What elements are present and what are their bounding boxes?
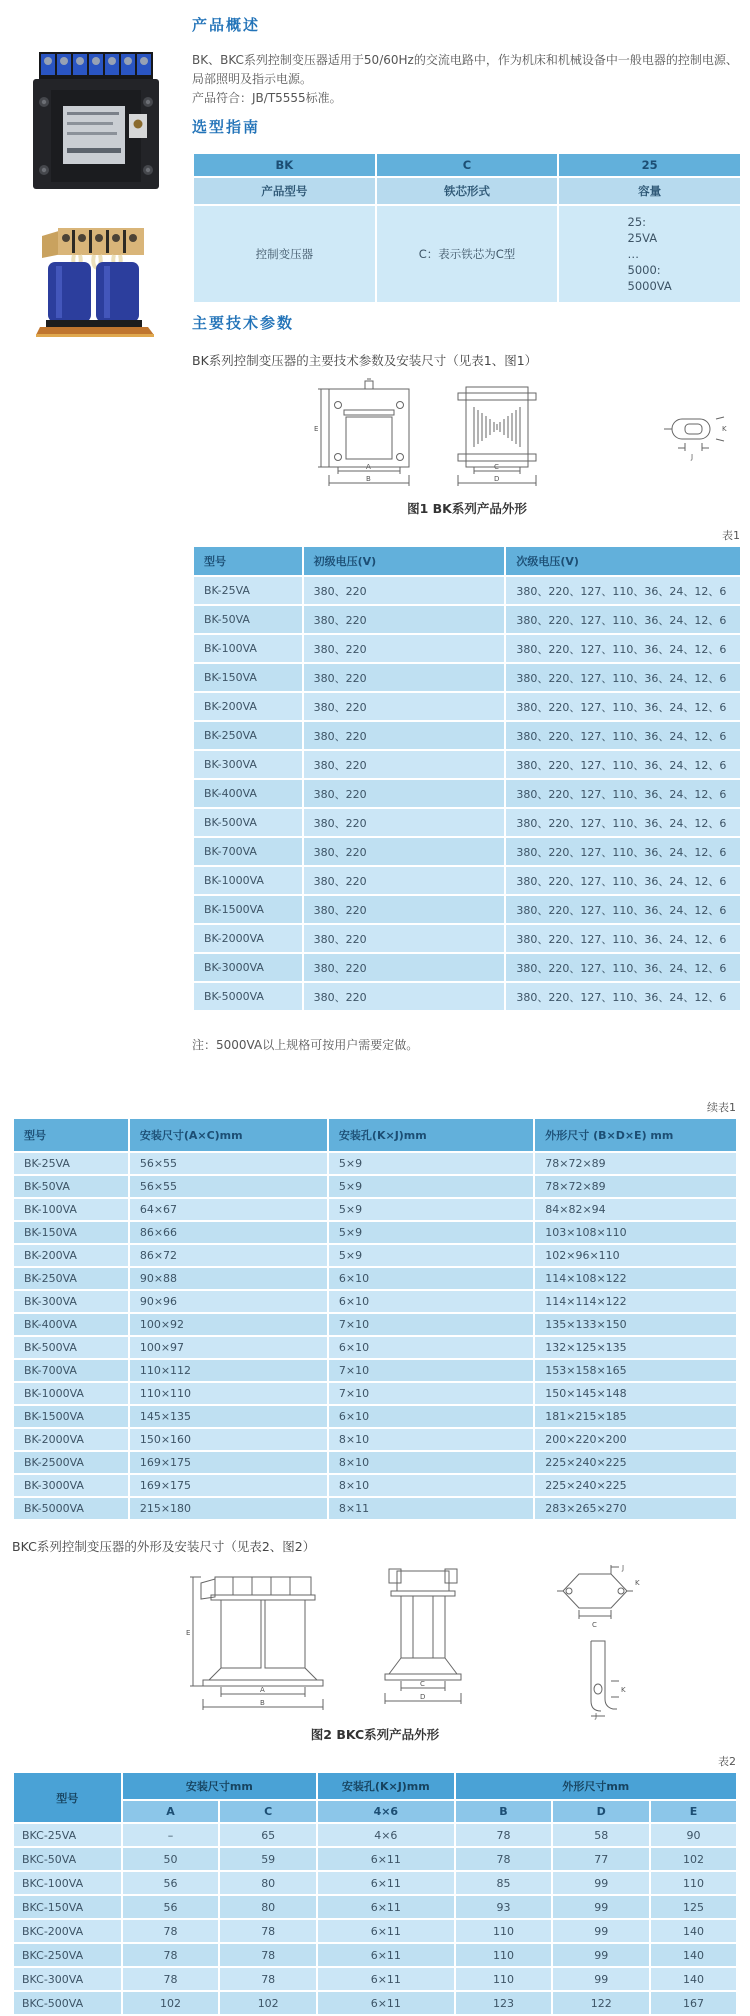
table-cell: 78 bbox=[122, 1919, 220, 1943]
table-cell: 77 bbox=[552, 1847, 650, 1871]
table-cell: 380、220、127、110、36、24、12、6 bbox=[505, 605, 741, 634]
table-cell: BK-700VA bbox=[193, 837, 303, 866]
cont-col-outline: 外形尺寸 (B×D×E) mm bbox=[534, 1118, 737, 1152]
table-cell: 380、220 bbox=[303, 808, 506, 837]
table-cell: 86×72 bbox=[129, 1244, 328, 1267]
bkc-outline-drawing bbox=[95, 1561, 655, 1719]
cont-header-row bbox=[13, 1118, 737, 1152]
table-cell: 102 bbox=[219, 1991, 317, 2015]
bkc-transformer-photo bbox=[36, 222, 156, 342]
table-cell: 153×158×165 bbox=[534, 1359, 737, 1382]
table-cell: 169×175 bbox=[129, 1474, 328, 1497]
table-row bbox=[193, 750, 741, 779]
fig1-dim-c: C bbox=[493, 463, 499, 471]
bk-outline-drawing bbox=[194, 377, 741, 493]
capacity-line: 5000: bbox=[627, 263, 661, 277]
fig1-dim-k: K bbox=[721, 425, 727, 433]
table-cell: 380、220 bbox=[303, 634, 506, 663]
table-cell: 78 bbox=[455, 1847, 553, 1871]
bk-dimensions-table bbox=[12, 1117, 738, 1521]
fig2-dim-a: A bbox=[260, 1686, 265, 1694]
selection-header-row bbox=[193, 153, 741, 177]
table2-sub-d: D bbox=[552, 1800, 650, 1823]
table-cell: 380、220 bbox=[303, 605, 506, 634]
table-cell: 80 bbox=[219, 1871, 317, 1895]
fig2-dim-e: E bbox=[186, 1629, 191, 1637]
table-cell: BK-50VA bbox=[193, 605, 303, 634]
table-cell: 380、220 bbox=[303, 663, 506, 692]
table-cell: 5×9 bbox=[328, 1152, 534, 1175]
table-row bbox=[193, 779, 741, 808]
table-row bbox=[193, 982, 741, 1011]
table-row bbox=[13, 1823, 737, 1847]
table-cell: 380、220 bbox=[303, 692, 506, 721]
wide-section bbox=[0, 1099, 750, 2016]
table-cell: BK-500VA bbox=[193, 808, 303, 837]
table-row bbox=[193, 605, 741, 634]
table-cell: 380、220 bbox=[303, 953, 506, 982]
table-cell: 225×240×225 bbox=[534, 1451, 737, 1474]
table-cell: 7×10 bbox=[328, 1382, 534, 1405]
tech-params-heading: 主要技术参数 bbox=[192, 314, 295, 332]
table-row bbox=[13, 1847, 737, 1871]
table-cell: BK-5000VA bbox=[193, 982, 303, 1011]
table-cell: 283×265×270 bbox=[534, 1497, 737, 1520]
bk-transformer-photo bbox=[31, 50, 161, 192]
table-cell: BKC-100VA bbox=[13, 1871, 122, 1895]
table-cell: 380、220、127、110、36、24、12、6 bbox=[505, 634, 741, 663]
table-cell: BK-150VA bbox=[13, 1221, 129, 1244]
table-cell: BK-700VA bbox=[13, 1359, 129, 1382]
table-cell: BK-400VA bbox=[13, 1313, 129, 1336]
table2-sub-hole: 4×6 bbox=[317, 1800, 455, 1823]
table-cell: 86×66 bbox=[129, 1221, 328, 1244]
fig1-dim-j: J bbox=[690, 453, 693, 461]
table-cell: 78 bbox=[219, 1967, 317, 1991]
table-cell: 8×11 bbox=[328, 1497, 534, 1520]
fig2-dim-c-side: C bbox=[420, 1680, 425, 1688]
table-row bbox=[13, 1871, 737, 1895]
table-cell: 380、220、127、110、36、24、12、6 bbox=[505, 692, 741, 721]
continued-table-label: 续表1 bbox=[707, 1101, 736, 1114]
table1-col-primary: 初级电压(V) bbox=[303, 546, 506, 576]
table2-label: 表2 bbox=[718, 1755, 736, 1768]
table-cell: 90×96 bbox=[129, 1290, 328, 1313]
tech-intro: BK系列控制变压器的主要技术参数及安装尺寸（见表1、图1） bbox=[192, 353, 538, 368]
table-cell: BK-3000VA bbox=[193, 953, 303, 982]
table-cell: BK-2000VA bbox=[13, 1428, 129, 1451]
table-cell: 7×10 bbox=[328, 1359, 534, 1382]
table-cell: 145×135 bbox=[129, 1405, 328, 1428]
table-cell: 380、220、127、110、36、24、12、6 bbox=[505, 663, 741, 692]
table-cell: BK-50VA bbox=[13, 1175, 129, 1198]
table-cell: 5×9 bbox=[328, 1175, 534, 1198]
table-cell: BK-25VA bbox=[13, 1152, 129, 1175]
fig2-dim-d: D bbox=[420, 1693, 426, 1701]
table-cell: 110 bbox=[650, 1871, 737, 1895]
table-row bbox=[193, 866, 741, 895]
table-cell: 150×160 bbox=[129, 1428, 328, 1451]
table-cell: 380、220、127、110、36、24、12、6 bbox=[505, 866, 741, 895]
table-cell: 140 bbox=[650, 1967, 737, 1991]
capacity-line: … bbox=[627, 247, 640, 261]
table2-group-outline: 外形尺寸mm bbox=[455, 1772, 737, 1800]
table-row bbox=[193, 837, 741, 866]
table-cell: 56 bbox=[122, 1871, 220, 1895]
table2-group-install: 安装尺寸mm bbox=[122, 1772, 317, 1800]
table-cell: 135×133×150 bbox=[534, 1313, 737, 1336]
table-cell: 380、220、127、110、36、24、12、6 bbox=[505, 721, 741, 750]
table-cell: 6×10 bbox=[328, 1290, 534, 1313]
table-row bbox=[13, 1895, 737, 1919]
table-cell: 90 bbox=[650, 1823, 737, 1847]
table-cell: BK-2500VA bbox=[13, 1451, 129, 1474]
table-cell: 99 bbox=[552, 1919, 650, 1943]
selection-value-row bbox=[193, 205, 741, 303]
table-cell: 8×10 bbox=[328, 1474, 534, 1497]
fig1-dim-d: D bbox=[493, 475, 499, 483]
bk-voltage-table bbox=[192, 545, 742, 1012]
table-cell: BK-2000VA bbox=[193, 924, 303, 953]
table-cell: 132×125×135 bbox=[534, 1336, 737, 1359]
table-row bbox=[13, 1943, 737, 1967]
table-cell: 6×11 bbox=[317, 1991, 455, 2015]
table-cell: 110×110 bbox=[129, 1382, 328, 1405]
table-cell: 84×82×94 bbox=[534, 1198, 737, 1221]
table-cell: 90×88 bbox=[129, 1267, 328, 1290]
selection-code-model: BK bbox=[193, 153, 376, 177]
table-cell: BKC-50VA bbox=[13, 1847, 122, 1871]
table-row bbox=[13, 1336, 737, 1359]
table-cell: 215×180 bbox=[129, 1497, 328, 1520]
table-cell: 56×55 bbox=[129, 1175, 328, 1198]
table-cell: 6×10 bbox=[328, 1336, 534, 1359]
table-cell: 56 bbox=[122, 1895, 220, 1919]
table-cell: 380、220 bbox=[303, 576, 506, 605]
table1-header-row bbox=[193, 546, 741, 576]
table-cell: 78 bbox=[219, 1943, 317, 1967]
table-cell: 380、220、127、110、36、24、12、6 bbox=[505, 953, 741, 982]
capacity-line: 25: bbox=[627, 215, 647, 229]
table-cell: 8×10 bbox=[328, 1428, 534, 1451]
table2-sub-e: E bbox=[650, 1800, 737, 1823]
table-row bbox=[13, 1267, 737, 1290]
table-cell: 380、220 bbox=[303, 721, 506, 750]
table-cell: 110 bbox=[455, 1919, 553, 1943]
table-cell: 102×96×110 bbox=[534, 1244, 737, 1267]
table-cell: 50 bbox=[122, 1847, 220, 1871]
table-row bbox=[13, 1382, 737, 1405]
overview-text bbox=[192, 51, 742, 108]
figure1 bbox=[192, 377, 742, 517]
table-cell: BKC-250VA bbox=[13, 1943, 122, 1967]
table-cell: BK-25VA bbox=[193, 576, 303, 605]
table2-sub-a: A bbox=[122, 1800, 220, 1823]
table-cell: BK-200VA bbox=[193, 692, 303, 721]
figure2-caption: 图2 BKC系列产品外形 bbox=[310, 1727, 440, 1742]
table-cell: 167 bbox=[650, 1991, 737, 2015]
capacity-line: 5000VA bbox=[627, 279, 672, 293]
table-row bbox=[193, 576, 741, 605]
table-cell: 380、220 bbox=[303, 750, 506, 779]
selection-label-model: 产品型号 bbox=[193, 177, 376, 205]
table-row bbox=[13, 1428, 737, 1451]
table-cell: BK-250VA bbox=[193, 721, 303, 750]
figure1-caption: 图1 BK系列产品外形 bbox=[407, 501, 527, 516]
table-cell: BK-5000VA bbox=[13, 1497, 129, 1520]
overview-heading: 产品概述 bbox=[192, 16, 261, 34]
table-cell: 6×11 bbox=[317, 1871, 455, 1895]
table-cell: 59 bbox=[219, 1847, 317, 1871]
table-cell: BKC-500VA bbox=[13, 1991, 122, 2015]
table-cell: BK-1000VA bbox=[193, 866, 303, 895]
selection-label-row bbox=[193, 177, 741, 205]
table-cell: 110×112 bbox=[129, 1359, 328, 1382]
table-cell: 8×10 bbox=[328, 1451, 534, 1474]
table-cell: BKC-25VA bbox=[13, 1823, 122, 1847]
selection-label-core: 铁芯形式 bbox=[376, 177, 559, 205]
table-cell: 380、220、127、110、36、24、12、6 bbox=[505, 982, 741, 1011]
table-cell: 380、220、127、110、36、24、12、6 bbox=[505, 808, 741, 837]
selection-value-core: C：表示铁芯为C型 bbox=[376, 205, 559, 303]
table-cell: 5×9 bbox=[328, 1221, 534, 1244]
fig2-dim-k-top: K bbox=[635, 1579, 640, 1587]
table2-group-hole: 安装孔(K×J)mm bbox=[317, 1772, 455, 1800]
table-row bbox=[13, 1405, 737, 1428]
table-cell: 125 bbox=[650, 1895, 737, 1919]
table-cell: BK-150VA bbox=[193, 663, 303, 692]
table-cell: 122 bbox=[552, 1991, 650, 2015]
table2-sub-c: C bbox=[219, 1800, 317, 1823]
table-cell: 85 bbox=[455, 1871, 553, 1895]
table-cell: 99 bbox=[552, 1895, 650, 1919]
table-cell: 169×175 bbox=[129, 1451, 328, 1474]
table2-group-header-row bbox=[13, 1772, 737, 1800]
selection-value-capacity bbox=[558, 205, 741, 303]
table-cell: 225×240×225 bbox=[534, 1474, 737, 1497]
bkc-intro: BKC系列控制变压器的外形及安装尺寸（见表2、图2） bbox=[12, 1539, 316, 1554]
table-cell: 380、220、127、110、36、24、12、6 bbox=[505, 576, 741, 605]
table-cell: 78 bbox=[455, 1823, 553, 1847]
table-cell: 380、220、127、110、36、24、12、6 bbox=[505, 779, 741, 808]
table-row bbox=[193, 953, 741, 982]
table-cell: 6×10 bbox=[328, 1405, 534, 1428]
table-cell: 78 bbox=[122, 1967, 220, 1991]
table-row bbox=[13, 1244, 737, 1267]
cont-col-hole: 安装孔(K×J)mm bbox=[328, 1118, 534, 1152]
selection-code-core: C bbox=[376, 153, 559, 177]
table-cell: 380、220 bbox=[303, 837, 506, 866]
table-cell: 380、220 bbox=[303, 924, 506, 953]
table-cell: 78 bbox=[122, 1943, 220, 1967]
table-cell: 114×114×122 bbox=[534, 1290, 737, 1313]
table-cell: BK-3000VA bbox=[13, 1474, 129, 1497]
table-cell: 99 bbox=[552, 1871, 650, 1895]
overview-body: BK、BKC系列控制变压器适用于50/60Hz的交流电路中，作为机床和机械设备中一般电器的控制电源、局部照明及指示电源。 bbox=[192, 53, 738, 86]
table1-col-model: 型号 bbox=[193, 546, 303, 576]
table-cell: BKC-200VA bbox=[13, 1919, 122, 1943]
table-cell: 6×11 bbox=[317, 1895, 455, 1919]
table-row bbox=[13, 1175, 737, 1198]
selection-value-model: 控制变压器 bbox=[193, 205, 376, 303]
selection-code-capacity: 25 bbox=[558, 153, 741, 177]
table-cell: BK-1500VA bbox=[13, 1405, 129, 1428]
fig1-dim-e: E bbox=[313, 425, 318, 433]
overview-standard: 产品符合：JB/T5555标准。 bbox=[192, 91, 342, 105]
table-cell: BK-200VA bbox=[13, 1244, 129, 1267]
table-cell: 123 bbox=[455, 1991, 553, 2015]
table-cell: 380、220 bbox=[303, 982, 506, 1011]
selection-guide-table bbox=[192, 152, 742, 304]
table-cell: 78×72×89 bbox=[534, 1152, 737, 1175]
table-row bbox=[193, 924, 741, 953]
table-row bbox=[193, 692, 741, 721]
table-row bbox=[13, 1919, 737, 1943]
table-cell: 102 bbox=[122, 1991, 220, 2015]
table-row bbox=[13, 1221, 737, 1244]
table-cell: 6×11 bbox=[317, 1847, 455, 1871]
table-cell: 110 bbox=[455, 1967, 553, 1991]
table-cell: 65 bbox=[219, 1823, 317, 1847]
table-cell: 380、220 bbox=[303, 779, 506, 808]
table-cell: 6×11 bbox=[317, 1919, 455, 1943]
selection-heading: 选型指南 bbox=[192, 118, 261, 136]
table-cell: BKC-150VA bbox=[13, 1895, 122, 1919]
table2-sub-b: B bbox=[455, 1800, 553, 1823]
table-cell: 6×10 bbox=[328, 1267, 534, 1290]
table-cell: BK-1500VA bbox=[193, 895, 303, 924]
table-cell: 114×108×122 bbox=[534, 1267, 737, 1290]
table1-note: 注：5000VA以上规格可按用户需要定做。 bbox=[192, 1038, 419, 1052]
table-cell: 380、220、127、110、36、24、12、6 bbox=[505, 924, 741, 953]
content-column bbox=[192, 6, 742, 1053]
table-cell: 99 bbox=[552, 1943, 650, 1967]
table-cell: BK-100VA bbox=[13, 1198, 129, 1221]
table-cell: 100×92 bbox=[129, 1313, 328, 1336]
table-cell: 380、220 bbox=[303, 866, 506, 895]
table2-sub-header-row bbox=[13, 1800, 737, 1823]
table-row bbox=[13, 1152, 737, 1175]
table-cell: 64×67 bbox=[129, 1198, 328, 1221]
table-cell: 99 bbox=[552, 1967, 650, 1991]
table-cell: 7×10 bbox=[328, 1313, 534, 1336]
table-cell: – bbox=[122, 1823, 220, 1847]
table-cell: BK-500VA bbox=[13, 1336, 129, 1359]
table-cell: BK-250VA bbox=[13, 1267, 129, 1290]
table-cell: 103×108×110 bbox=[534, 1221, 737, 1244]
table-cell: 380、220 bbox=[303, 895, 506, 924]
table-cell: 5×9 bbox=[328, 1198, 534, 1221]
table-cell: BKC-300VA bbox=[13, 1967, 122, 1991]
table-row bbox=[13, 1991, 737, 2015]
table1-col-secondary: 次级电压(V) bbox=[505, 546, 741, 576]
table-cell: 56×55 bbox=[129, 1152, 328, 1175]
table-cell: 6×11 bbox=[317, 1967, 455, 1991]
table-cell: 80 bbox=[219, 1895, 317, 1919]
table-cell: 150×145×148 bbox=[534, 1382, 737, 1405]
capacity-line: 25VA bbox=[627, 231, 658, 245]
table-cell: 380、220、127、110、36、24、12、6 bbox=[505, 895, 741, 924]
table-row bbox=[13, 1290, 737, 1313]
table-row bbox=[193, 663, 741, 692]
table-cell: 6×11 bbox=[317, 1943, 455, 1967]
table-row bbox=[193, 721, 741, 750]
bkc-dimensions-table bbox=[12, 1771, 738, 2016]
fig1-dim-b: B bbox=[365, 475, 371, 483]
product-photo-column bbox=[0, 6, 192, 1053]
table-cell: 102 bbox=[650, 1847, 737, 1871]
table-cell: 380、220、127、110、36、24、12、6 bbox=[505, 750, 741, 779]
cont-col-model: 型号 bbox=[13, 1118, 129, 1152]
fig2-dim-j-bracket: J bbox=[595, 1712, 598, 1720]
figure2 bbox=[12, 1561, 738, 1743]
table-row bbox=[193, 808, 741, 837]
table-cell: BK-1000VA bbox=[13, 1382, 129, 1405]
table-row bbox=[13, 1359, 737, 1382]
table-cell: 140 bbox=[650, 1919, 737, 1943]
table-cell: 200×220×200 bbox=[534, 1428, 737, 1451]
table-row bbox=[13, 1967, 737, 1991]
table-row bbox=[13, 1497, 737, 1520]
fig2-dim-j-top: J bbox=[622, 1564, 625, 1572]
table-cell: 140 bbox=[650, 1943, 737, 1967]
table-cell: 181×215×185 bbox=[534, 1405, 737, 1428]
table-cell: 5×9 bbox=[328, 1244, 534, 1267]
table-cell: 78×72×89 bbox=[534, 1175, 737, 1198]
table-row bbox=[13, 1474, 737, 1497]
selection-label-capacity: 容量 bbox=[558, 177, 741, 205]
table1-label: 表1 bbox=[722, 529, 740, 542]
fig2-dim-b: B bbox=[260, 1699, 265, 1707]
table-row bbox=[13, 1451, 737, 1474]
table-cell: 58 bbox=[552, 1823, 650, 1847]
table2-col-model: 型号 bbox=[13, 1772, 122, 1823]
table-cell: BK-100VA bbox=[193, 634, 303, 663]
table-cell: 93 bbox=[455, 1895, 553, 1919]
table-row bbox=[193, 895, 741, 924]
table-row bbox=[193, 634, 741, 663]
fig2-dim-c-detail: C bbox=[592, 1621, 597, 1629]
table-cell: 100×97 bbox=[129, 1336, 328, 1359]
table-cell: 78 bbox=[219, 1919, 317, 1943]
fig1-dim-a: A bbox=[365, 463, 371, 471]
table-cell: BK-400VA bbox=[193, 779, 303, 808]
table-row bbox=[13, 1313, 737, 1336]
table-cell: 4×6 bbox=[317, 1823, 455, 1847]
table-row bbox=[13, 1198, 737, 1221]
table-cell: BK-300VA bbox=[193, 750, 303, 779]
table-cell: 110 bbox=[455, 1943, 553, 1967]
table-cell: BK-300VA bbox=[13, 1290, 129, 1313]
table-cell: 380、220、127、110、36、24、12、6 bbox=[505, 837, 741, 866]
fig2-dim-k-bracket: K bbox=[621, 1686, 626, 1694]
cont-col-install: 安装尺寸(A×C)mm bbox=[129, 1118, 328, 1152]
